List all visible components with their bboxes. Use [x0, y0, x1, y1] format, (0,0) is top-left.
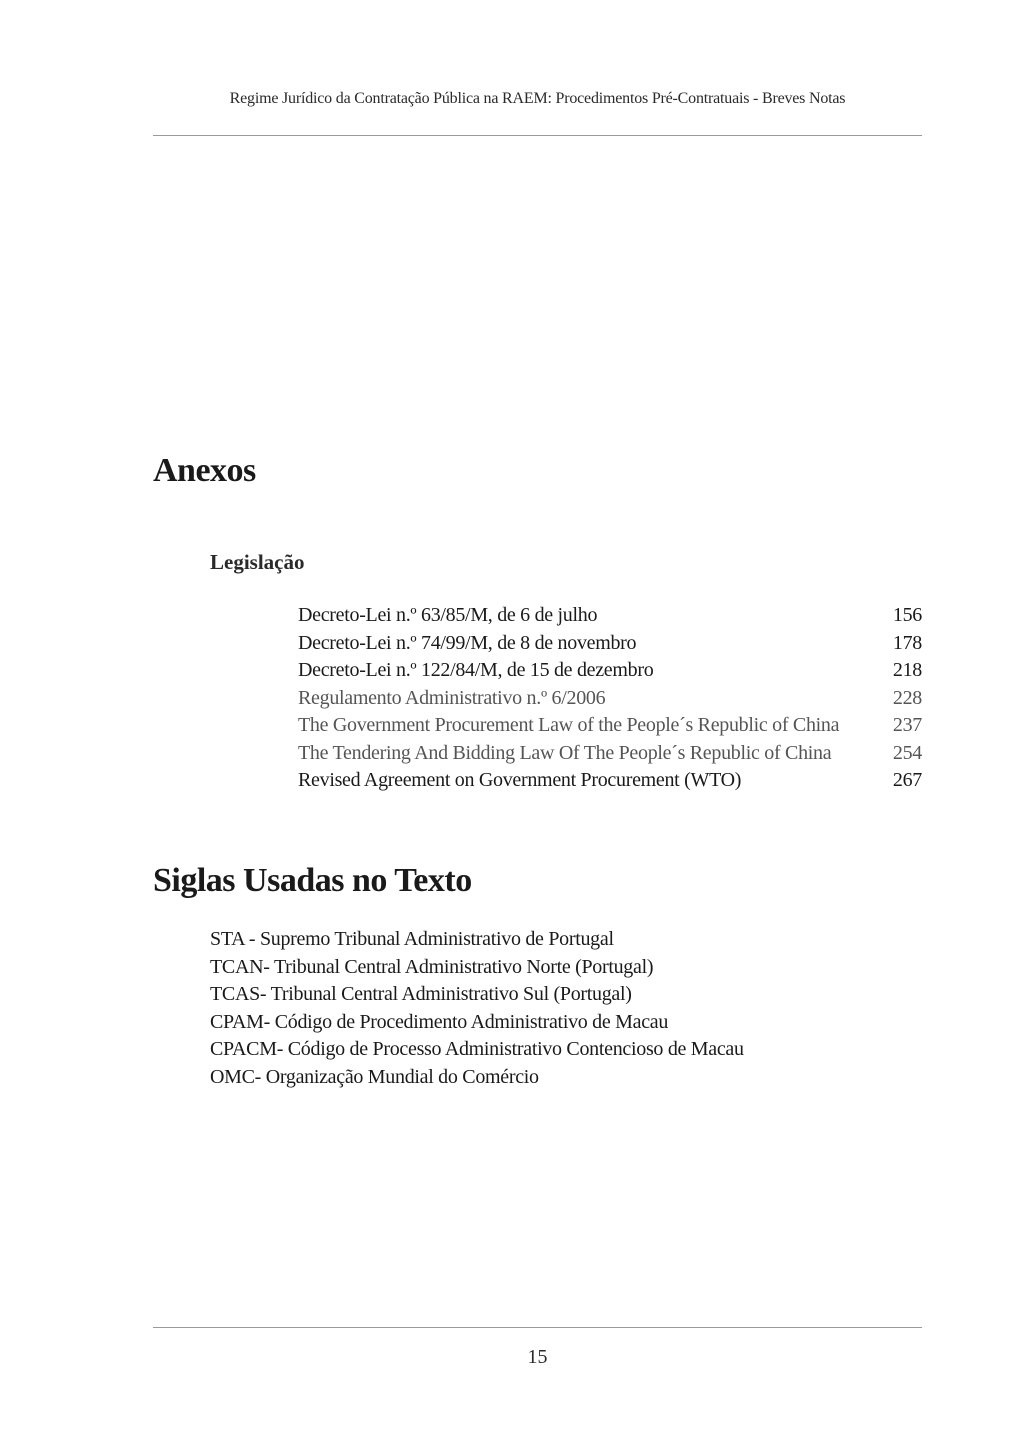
abbreviation-item: CPACM- Código de Processo Administrativo Contencioso de Macau [210, 1038, 744, 1060]
toc-label: Decreto-Lei n.º 63/85/M, de 6 de julho [298, 604, 598, 626]
abbreviation-item: TCAN- Tribunal Central Administrativo Norte (Portugal) [210, 955, 654, 978]
toc-page-number: 267 [892, 769, 922, 791]
toc-label: Regulamento Administrativo n.º 6/2006 [298, 686, 606, 709]
toc-page-number: 254 [892, 741, 922, 764]
toc-row [298, 659, 922, 687]
abbreviation-item: STA - Supremo Tribunal Administrativo de Portugal [210, 928, 614, 950]
legislacao-subtitle: Legislação [210, 550, 305, 574]
toc-page-number: 218 [892, 659, 922, 681]
toc-row [298, 632, 922, 660]
toc-row [298, 687, 922, 715]
toc-page-number: 237 [892, 714, 922, 736]
toc-page-number: 228 [892, 686, 922, 709]
header-divider [153, 135, 922, 136]
toc-label: Decreto-Lei n.º 122/84/M, de 15 de dezembro [298, 659, 654, 681]
abbreviation-item: CPAM- Código de Procedimento Administrativo de Macau [210, 1010, 669, 1033]
running-header: Regime Jurídico da Contratação Pública na RAEM: Procedimentos Pré-Contratuais - Breves Notas [229, 90, 846, 107]
page-number: 15 [527, 1346, 548, 1368]
toc-row [298, 742, 922, 770]
legislation-list [298, 604, 922, 797]
siglas-title: Siglas Usadas no Texto [153, 862, 472, 899]
abbreviation-item: OMC- Organização Mundial do Comércio [210, 1065, 539, 1088]
toc-page-number: 156 [892, 604, 922, 626]
abbreviation-list [210, 928, 744, 1093]
toc-row [298, 769, 922, 797]
toc-label: Decreto-Lei n.º 74/99/M, de 8 de novembro [298, 631, 637, 654]
toc-label: Revised Agreement on Government Procurement (WTO) [298, 769, 742, 791]
toc-row [298, 714, 922, 742]
toc-row [298, 604, 922, 632]
anexos-title: Anexos [153, 452, 256, 489]
toc-label: The Tendering And Bidding Law Of The People´s Republic of China [298, 741, 832, 764]
toc-label: The Government Procurement Law of the People´s Republic of China [298, 714, 840, 736]
toc-page-number: 178 [892, 631, 922, 654]
abbreviation-item: TCAS- Tribunal Central Administrativo Sul (Portugal) [210, 983, 632, 1005]
footer-divider [153, 1327, 922, 1328]
